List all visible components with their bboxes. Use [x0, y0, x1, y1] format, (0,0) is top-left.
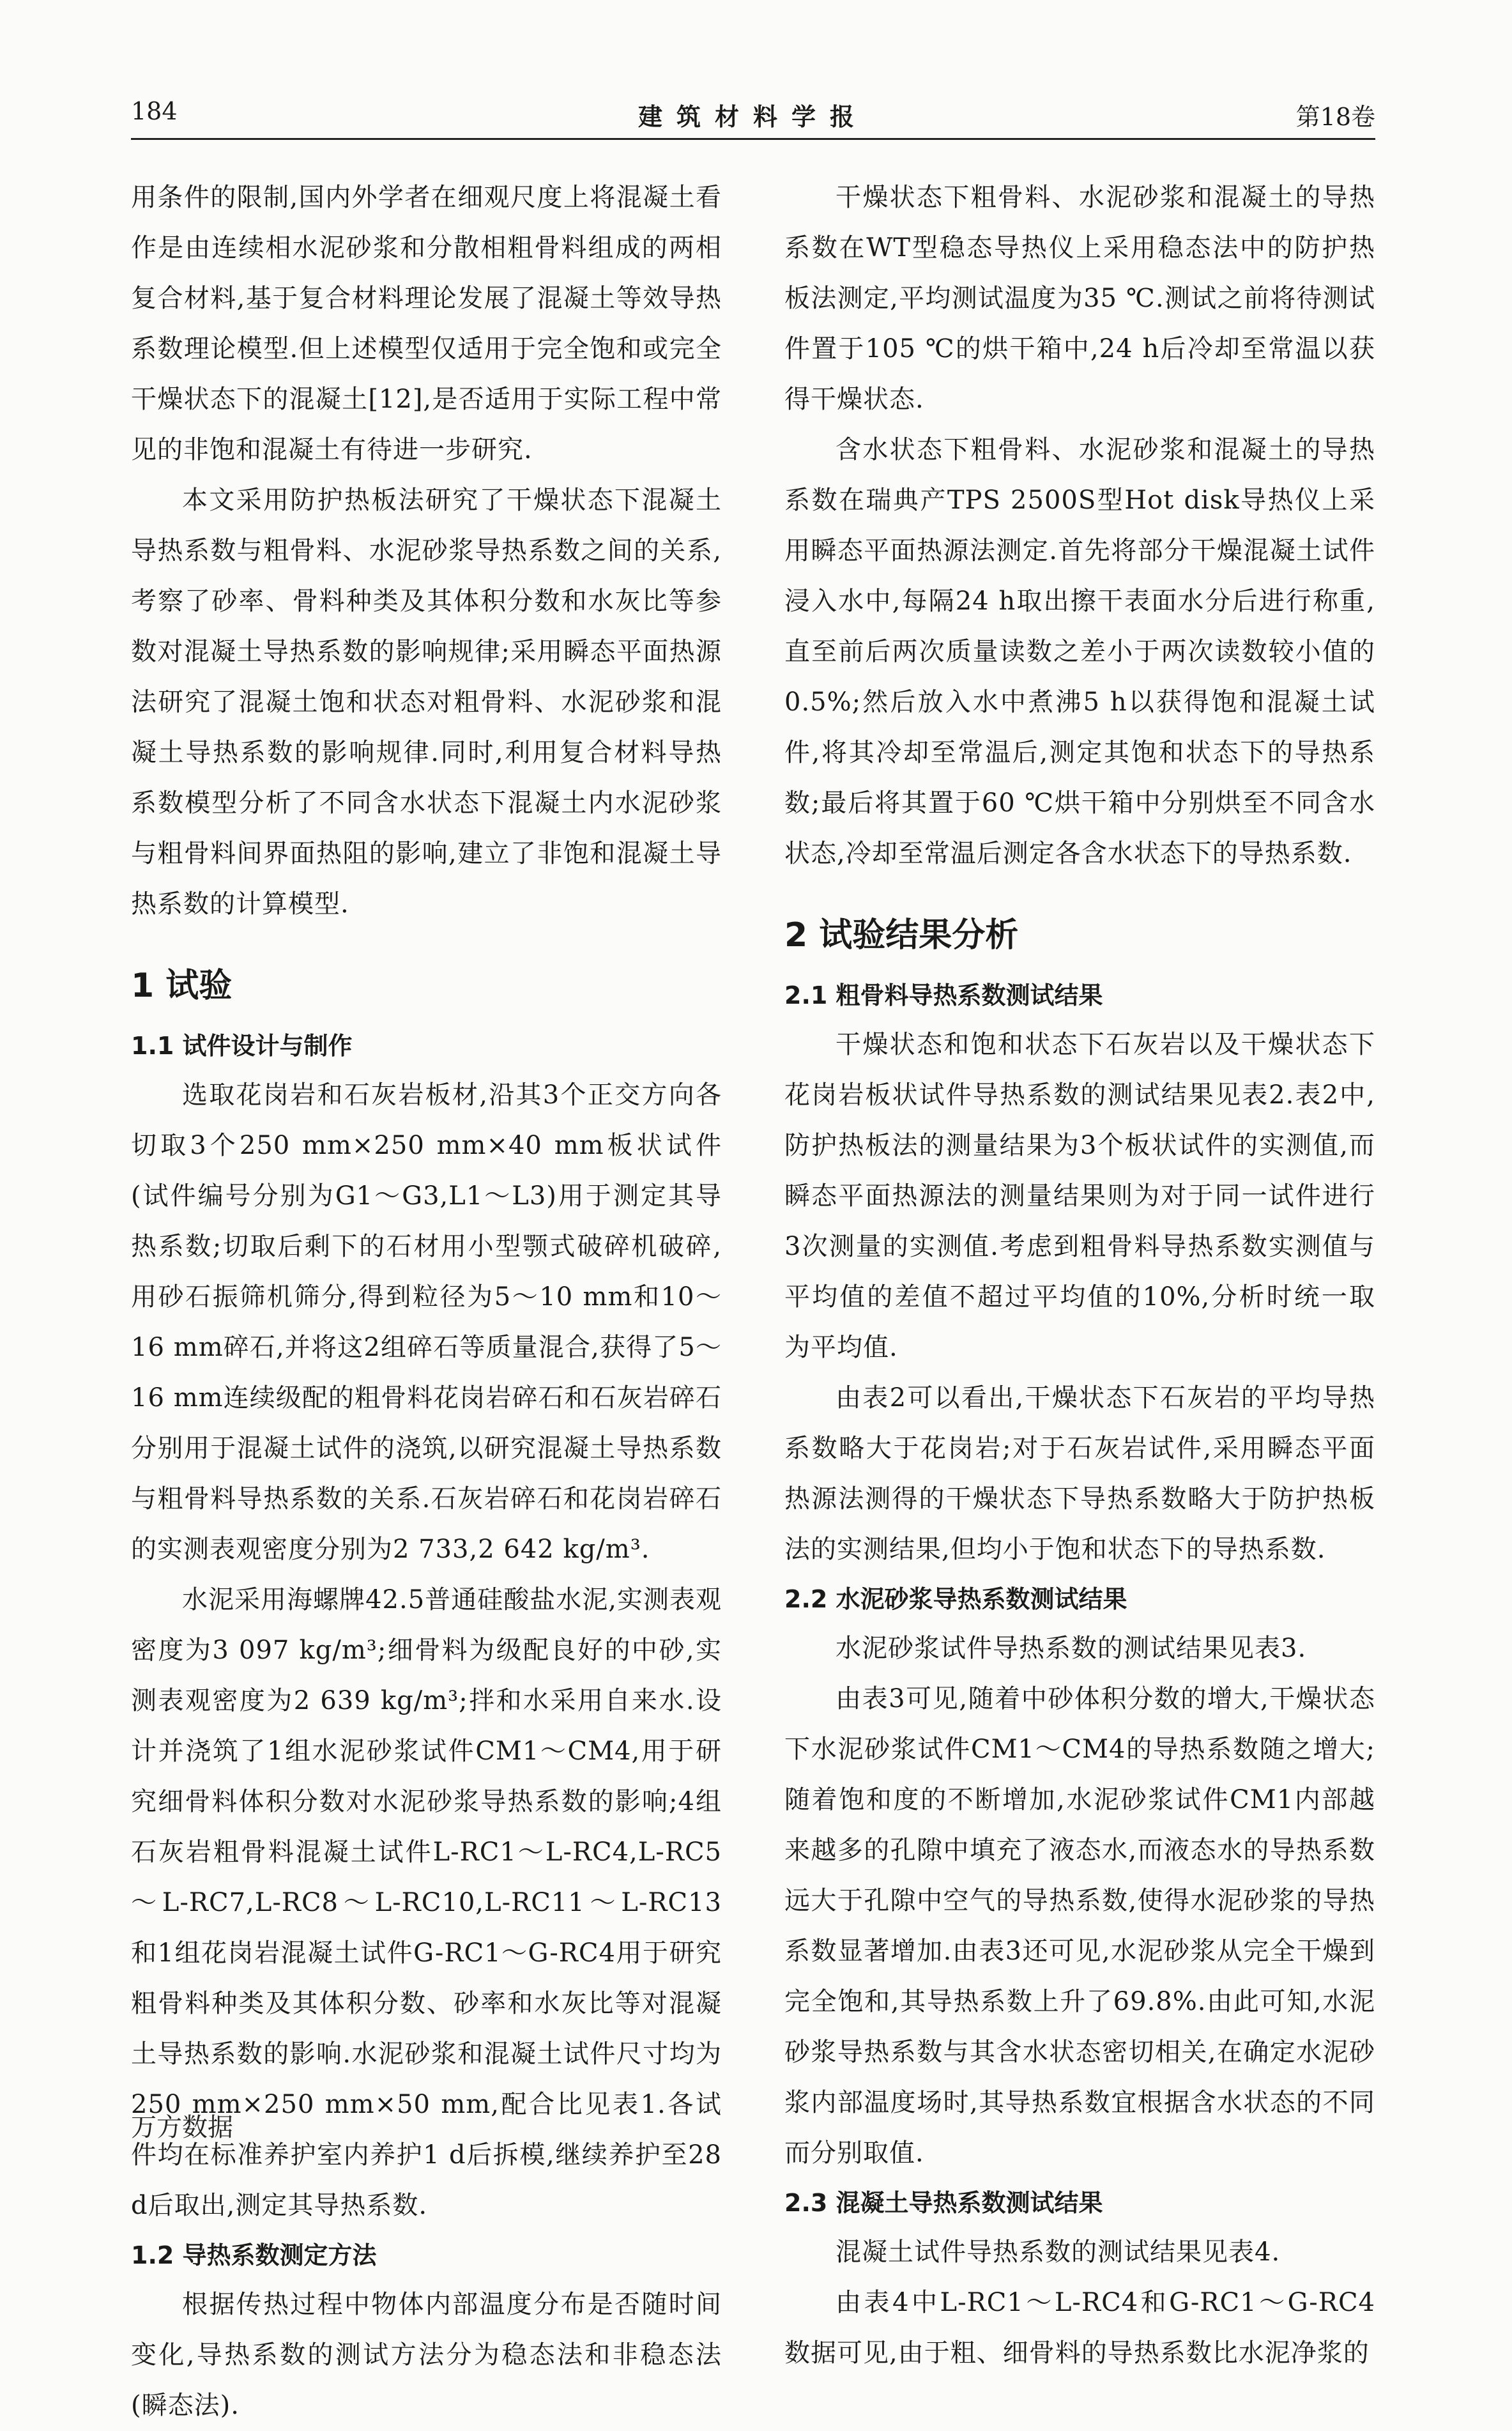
paragraph-1-2: 根据传热过程中物体内部温度分布是否随时间变化,导热系数的测试方法分为稳态法和非稳态法(瞬态法).: [131, 2290, 722, 2420]
subsection-2-1-heading: 2.1 粗骨料导热系数测试结果: [784, 981, 1103, 1009]
section-2-heading: 2 试验结果分析: [784, 916, 1019, 955]
subsection-1-1-heading: 1.1 试件设计与制作: [131, 1032, 353, 1060]
paragraph-2-2-b: 由表3可见,随着中砂体积分数的增大,干燥状态下水泥砂浆试件CM1～CM4的导热系数随之增大;随着饱和度的不断增加,水泥砂浆试件CM1内部越来越多的孔隙中填充了液态水,而液态水的导热系数远大于孔隙中空气的导热系数,使得水泥砂浆的导热系数显著增加.由表3还可见,水泥砂浆从完全干燥到完全饱和,其导热系数上升了69.8%.由此可知,水泥砂浆导热系数与其含水状态密切相关,在确定水泥砂浆内部温度场时,其导热系数宜根据含水状态的不同而分别取值.: [784, 1684, 1375, 2168]
page-number: 184: [131, 97, 178, 125]
paragraph-2-3-a: 混凝土试件导热系数的测试结果见表4.: [836, 2237, 1281, 2267]
header-rule: [131, 138, 1375, 140]
paragraph-1-1-b: 水泥采用海螺牌42.5普通硅酸盐水泥,实测表观密度为3 097 kg/m³;细骨料为级配良好的中砂,实测表观密度为2 639 kg/m³;拌和水采用自来水.设计并浇筑了1组水泥砂浆试件CM1～CM4,用于研究细骨料体积分数对水泥砂浆导热系数的影响;4组石灰岩粗骨料混凝土试件L-RC1～L-RC4,L-RC5～L-RC7,L-RC8～L-RC10,L-RC11～L-RC13和1组花岗岩混凝土试件G-RC1～G-RC4用于研究粗骨料种类及其体积分数、砂率和水灰比等对混凝土导热系数的影响.水泥砂浆和混凝土试件尺寸均为250 mm×250 mm×50 mm,配合比见表1.各试件均在标准养护室内养护1 d后拆模,继续养护至28 d后取出,测定其导热系数.: [131, 1585, 722, 2220]
watermark-logo: 万方数据: [131, 2113, 233, 2142]
left-column: [131, 173, 722, 2431]
section-1-heading: 1 试验: [131, 967, 233, 1005]
paragraph-r1: 干燥状态下粗骨料、水泥砂浆和混凝土的导热系数在WT型稳态导热仪上采用稳态法中的防护热板法测定,平均测试温度为35 ℃.测试之前将待测试件置于105 ℃的烘干箱中,24 h后冷却至常温以获得干燥状态.: [784, 183, 1375, 414]
running-header: [131, 97, 1375, 142]
volume-label: 第18卷: [1295, 103, 1375, 131]
right-column: [784, 173, 1375, 2379]
paragraph-1-1-a: 选取花岗岩和石灰岩板材,沿其3个正交方向各切取3个250 mm×250 mm×40 mm板状试件(试件编号分别为G1～G3,L1～L3)用于测定其导热系数;切取后剩下的石材用小型颚式破碎机破碎,用砂石振筛机筛分,得到粒径为5～10 mm和10～16 mm碎石,并将这2组碎石等质量混合,获得了5～16 mm连续级配的粗骨料花岗岩碎石和石灰岩碎石分别用于混凝土试件的浇筑,以研究混凝土导热系数与粗骨料导热系数的关系.石灰岩碎石和花岗岩碎石的实测表观密度分别为2 733,2 642 kg/m³.: [131, 1080, 722, 1564]
subsection-2-3-heading: 2.3 混凝土导热系数测试结果: [784, 2189, 1103, 2217]
intro-paragraph-2: 本文采用防护热板法研究了干燥状态下混凝土导热系数与粗骨料、水泥砂浆导热系数之间的关系,考察了砂率、骨料种类及其体积分数和水灰比等参数对混凝土导热系数的影响规律;采用瞬态平面热源法研究了混凝土饱和状态对粗骨料、水泥砂浆和混凝土导热系数的影响规律.同时,利用复合材料导热系数模型分析了不同含水状态下混凝土内水泥砂浆与粗骨料间界面热阻的影响,建立了非饱和混凝土导热系数的计算模型.: [131, 486, 722, 919]
paragraph-2-1-a: 干燥状态和饱和状态下石灰岩以及干燥状态下花岗岩板状试件导热系数的测试结果见表2.表2中,防护热板法的测量结果为3个板状试件的实测值,而瞬态平面热源法的测量结果则为对于同一试件进行3次测量的实测值.考虑到粗骨料导热系数实测值与平均值的差值不超过平均值的10%,分析时统一取为平均值.: [784, 1030, 1375, 1362]
paragraph-2-2-a: 水泥砂浆试件导热系数的测试结果见表3.: [836, 1634, 1307, 1663]
subsection-2-2-heading: 2.2 水泥砂浆导热系数测试结果: [784, 1585, 1127, 1613]
journal-title: 建筑材料学报: [638, 102, 868, 131]
intro-paragraph-1: 用条件的限制,国内外学者在细观尺度上将混凝土看作是由连续相水泥砂浆和分散相粗骨料组成的两相复合材料,基于复合材料理论发展了混凝土等效导热系数理论模型.但上述模型仅适用于完全饱和或完全干燥状态下的混凝土[12],是否适用于实际工程中常见的非饱和混凝土有待进一步研究.: [131, 183, 722, 464]
paragraph-r2: 含水状态下粗骨料、水泥砂浆和混凝土的导热系数在瑞典产TPS 2500S型Hot disk导热仪上采用瞬态平面热源法测定.首先将部分干燥混凝土试件浸入水中,每隔24 h取出擦干表面水分后进行称重,直至前后两次质量读数之差小于两次读数较小值的0.5%;然后放入水中煮沸5 h以获得饱和混凝土试件,将其冷却至常温后,测定其饱和状态下的导热系数;最后将其置于60 ℃烘干箱中分别烘至不同含水状态,冷却至常温后测定各含水状态下的导热系数.: [784, 435, 1375, 868]
paragraph-2-3-b: 由表4中L-RC1～L-RC4和G-RC1～G-RC4数据可见,由于粗、细骨料的导热系数比水泥净浆的: [784, 2288, 1375, 2368]
subsection-1-2-heading: 1.2 导热系数测定方法: [131, 2241, 377, 2269]
paragraph-2-1-b: 由表2可以看出,干燥状态下石灰岩的平均导热系数略大于花岗岩;对于石灰岩试件,采用瞬态平面热源法测得的干燥状态下导热系数略大于防护热板法的实测结果,但均小于饱和状态下的导热系数.: [784, 1383, 1375, 1564]
